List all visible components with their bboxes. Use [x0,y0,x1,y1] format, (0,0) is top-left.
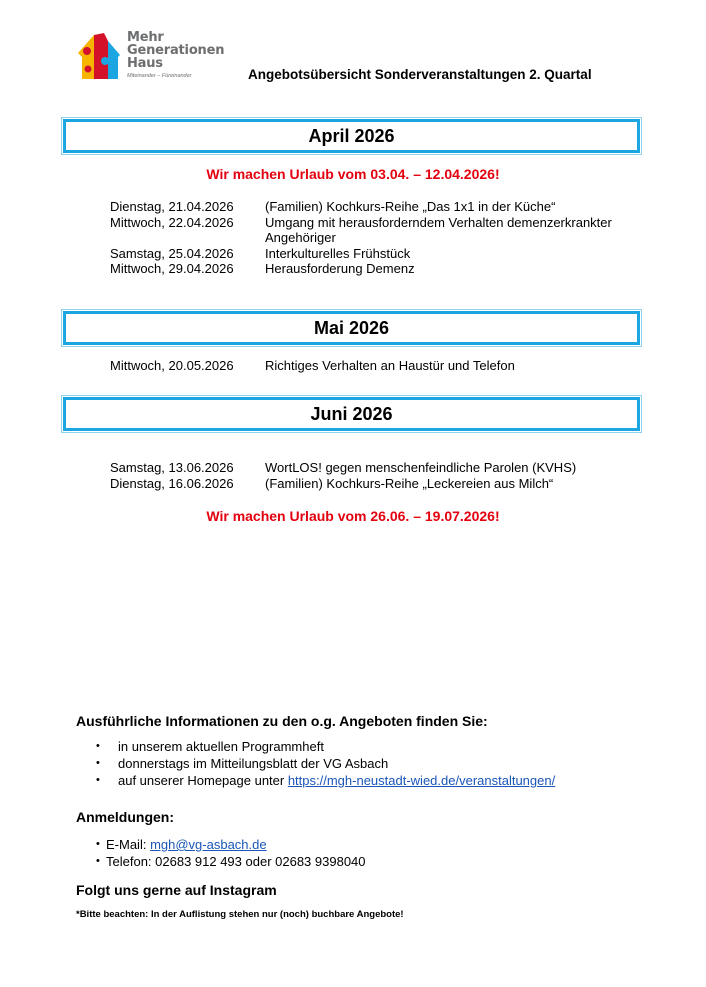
event-row [110,460,635,476]
month-label: Juni 2026 [310,403,393,424]
registration-section [76,809,366,870]
event-date: Mittwoch, 29.04.2026 [110,261,234,276]
event-date: Dienstag, 21.04.2026 [110,199,234,214]
logo-wordmark [127,31,224,70]
event-row [110,215,635,246]
info-section [76,713,555,789]
email-prefix: E-Mail: [106,837,151,852]
event-row [110,358,635,374]
event-date: Dienstag, 16.06.2026 [110,475,234,491]
event-row [110,261,635,277]
vacation-notice-april: Wir machen Urlaub vom 03.04. – 12.04.2026! [206,166,500,182]
month-header-juni [63,397,640,431]
house-puzzle-icon [74,31,124,81]
event-title: Richtiges Verhalten an Haustür und Telefon [265,358,515,373]
event-title: Herausforderung Demenz [265,261,415,276]
vacation-notice-juni: Wir machen Urlaub vom 26.06. – 19.07.2026! [206,508,500,524]
event-title: Interkulturelles Frühstück [265,245,411,261]
logo-line-3: Haus [127,56,163,71]
event-list-mai [110,358,635,374]
registration-heading: Anmeldungen: [76,809,174,825]
event-date: Samstag, 25.04.2026 [110,245,234,261]
info-item: • donnerstags im Mitteilungsblatt der VG Asbach [76,755,555,772]
event-date: Samstag, 13.06.2026 [110,460,234,475]
event-row [110,199,635,215]
info-item: • in unserem aktuellen Programmheft [76,738,555,755]
info-item-homepage [76,772,555,789]
instagram-heading: Folgt uns gerne auf Instagram [76,882,277,898]
event-date: Mittwoch, 20.05.2026 [110,358,234,373]
event-title: (Familien) Kochkurs-Reihe „Das 1x1 in der Küche“ [265,199,556,214]
email-item [76,836,366,853]
month-label: Mai 2026 [313,317,390,338]
homepage-link[interactable]: https://mgh-neustadt-wied.de/veranstaltungen/ [287,773,556,788]
instagram-section [76,882,277,898]
info-list [76,738,555,789]
month-header-mai [63,311,640,345]
email-link[interactable]: mgh@vg-asbach.de [150,837,267,852]
logo-line-2: Generationen [127,43,225,58]
event-row [110,246,635,262]
registration-list [76,836,366,870]
info-heading: Ausführliche Informationen zu den o.g. Angeboten finden Sie: [76,713,488,729]
event-title: Umgang mit herausforderndem Verhalten demenzerkrankter Angehöriger [265,214,612,245]
phone-item: • Telefon: 02683 912 493 oder 02683 9398040 [76,853,366,870]
event-row [110,476,635,492]
logo-line-1: Mehr [127,30,164,45]
event-list-juni [110,460,635,491]
month-header-april [63,119,640,153]
homepage-prefix: auf unserer Homepage unter [118,773,288,788]
month-label: April 2026 [308,125,395,146]
event-date: Mittwoch, 22.04.2026 [110,214,234,230]
event-title: (Familien) Kochkurs-Reihe „Leckereien aus Milch“ [265,475,554,491]
mgh-logo [74,30,225,83]
event-title: WortLOS! gegen menschenfeindliche Parolen (KVHS) [265,460,577,475]
logo-tagline: Miteinander – Füreinander [127,73,192,79]
footnote: *Bitte beachten: In der Auflistung stehen nur (noch) buchbare Angebote! [76,909,404,920]
event-list-april [110,199,635,277]
document-title: Angebotsübersicht Sonderveranstaltungen 2. Quartal [248,67,592,82]
